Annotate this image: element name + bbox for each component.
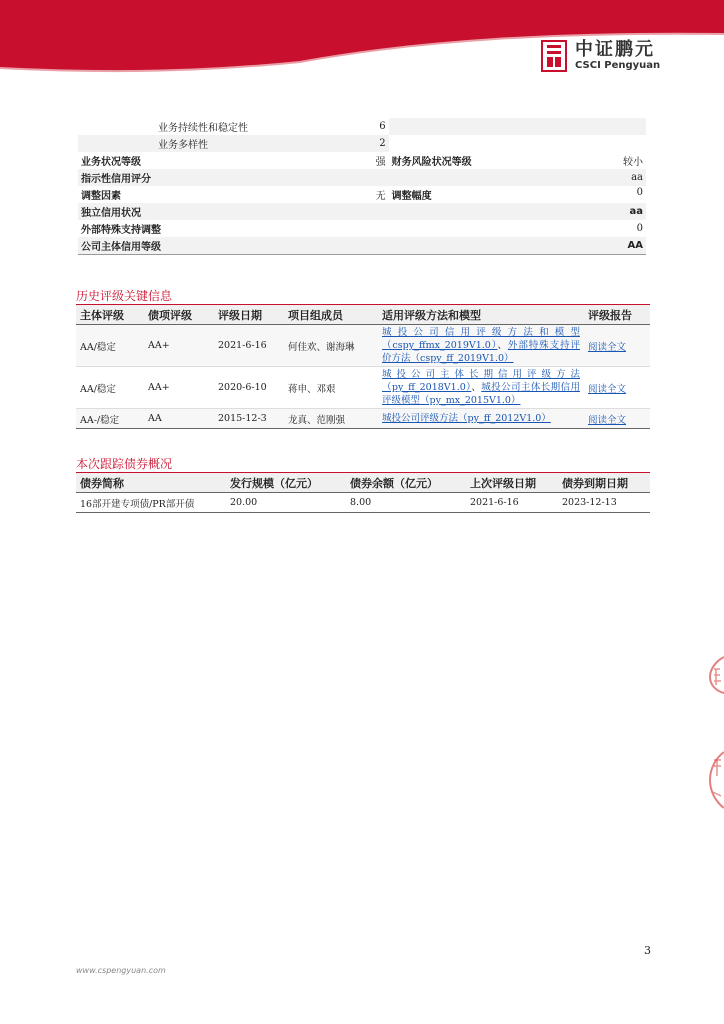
website-url: www.cspengyuan.com	[76, 966, 166, 975]
brand-logo	[541, 40, 660, 72]
financial-risk-value: 较小	[623, 157, 643, 168]
bond-rating: AA+	[144, 325, 214, 367]
methodology-link[interactable]: 城投公司主体长期信用评级方法（py_ff_2018V1.0）	[382, 369, 580, 393]
score-row-value: 6	[379, 121, 386, 132]
issuer-rating: AA/稳定	[76, 367, 144, 409]
methodology-link[interactable]: 外部特殊支持评价方法（cspy_ff_2019V1.0）	[382, 340, 580, 364]
last-rating-date: 2021-6-16	[466, 493, 558, 513]
methodology-cell	[378, 409, 584, 429]
read-full-report-link[interactable]: 阅读全文	[588, 383, 627, 395]
rating-date: 2020-6-10	[214, 367, 284, 409]
adjust-factor-label: 调整因素	[81, 191, 121, 202]
bond-rating: AA	[144, 409, 214, 429]
read-full-report-link[interactable]: 阅读全文	[588, 341, 627, 353]
standalone-credit-value: aa	[389, 203, 646, 220]
col-header: 主体评级	[76, 305, 144, 325]
issue-size: 20.00	[226, 493, 346, 513]
financial-risk-label: 财务风险状况等级	[391, 157, 472, 168]
standalone-credit-label: 独立信用状况	[78, 203, 373, 220]
table-row	[76, 409, 650, 429]
read-full-report-link[interactable]: 阅读全文	[588, 414, 627, 426]
history-section-title: 历史评级关键信息	[76, 289, 173, 303]
col-header: 债券余额（亿元）	[346, 473, 466, 493]
business-grade-value: 强	[375, 157, 386, 168]
col-header: 项目组成员	[284, 305, 378, 325]
logo-name-en: CSCI Pengyuan	[575, 60, 661, 71]
seal-stamp-fragment	[704, 655, 724, 695]
methodology-cell: 城投公司信用评级方法和模型（cspy_ffmx_2019V1.0）、外部特殊支持评价方法（cspy_ff_2019V1.0）	[378, 325, 584, 367]
maturity-date: 2023-12-13	[558, 493, 650, 513]
methodology-link[interactable]: 城投公司主体长期信用评级模型（py_mx_2015V1.0）	[382, 382, 580, 406]
issuer-rating-value: AA	[389, 237, 646, 255]
adjust-range-value: 0	[636, 187, 643, 198]
team-members: 蒋申、邓艰	[284, 367, 378, 409]
score-row-label: 业务持续性和稳定性	[158, 123, 248, 134]
tracked-bond-table	[76, 473, 650, 513]
team-members: 何佳欢、谢海琳	[284, 325, 378, 367]
issuer-rating: AA-/稳定	[76, 409, 144, 429]
col-header: 评级报告	[584, 305, 650, 325]
adjust-factor-value: 无	[375, 191, 386, 202]
table-row	[76, 325, 650, 367]
col-header: 债券简称	[76, 473, 226, 493]
table-row	[76, 367, 650, 409]
business-grade-label: 业务状况等级	[81, 157, 141, 168]
col-header: 适用评级方法和模型	[378, 305, 584, 325]
credit-score-table	[78, 118, 646, 255]
rating-date: 2015-12-3	[214, 409, 284, 429]
bond-rating: AA+	[144, 367, 214, 409]
external-support-label: 外部特殊支持调整	[81, 225, 161, 236]
rating-history-table	[76, 305, 650, 429]
methodology-link[interactable]: 城投公司评级方法（py_ff_2012V1.0）	[382, 413, 551, 424]
col-header: 上次评级日期	[466, 473, 558, 493]
page-number: 3	[644, 944, 651, 957]
rating-date: 2021-6-16	[214, 325, 284, 367]
team-members: 龙真、范刚强	[284, 409, 378, 429]
col-header: 债项评级	[144, 305, 214, 325]
issuer-rating-label: 公司主体信用等级	[78, 237, 373, 255]
indicative-score-value: aa	[389, 169, 646, 186]
table-header-row	[76, 305, 650, 325]
issuer-rating: AA/稳定	[76, 325, 144, 367]
col-header: 债券到期日期	[558, 473, 650, 493]
table-header-row	[76, 473, 650, 493]
col-header: 发行规模（亿元）	[226, 473, 346, 493]
methodology-link[interactable]: 城投公司信用评级方法和模型（cspy_ffmx_2019V1.0）	[382, 327, 580, 351]
score-row-label: 业务多样性	[78, 135, 373, 152]
bond-section-title: 本次跟踪债券概况	[76, 457, 173, 471]
seal-stamp-fragment	[704, 750, 724, 810]
logo-emblem-icon	[541, 40, 567, 72]
methodology-cell: 城投公司主体长期信用评级方法（py_ff_2018V1.0）、城投公司主体长期信用评级模型（py_mx_2015V1.0）	[378, 367, 584, 409]
col-header: 评级日期	[214, 305, 284, 325]
external-support-value: 0	[636, 223, 643, 234]
score-row-value: 2	[373, 135, 389, 152]
logo-name-cn: 中证鹏元	[575, 39, 655, 60]
bond-balance: 8.00	[346, 493, 466, 513]
indicative-score-label: 指示性信用评分	[78, 169, 373, 186]
bond-name: 16部开建专项债/PR部开债	[76, 493, 226, 513]
adjust-range-label: 调整幅度	[391, 191, 432, 202]
table-row	[76, 493, 650, 513]
